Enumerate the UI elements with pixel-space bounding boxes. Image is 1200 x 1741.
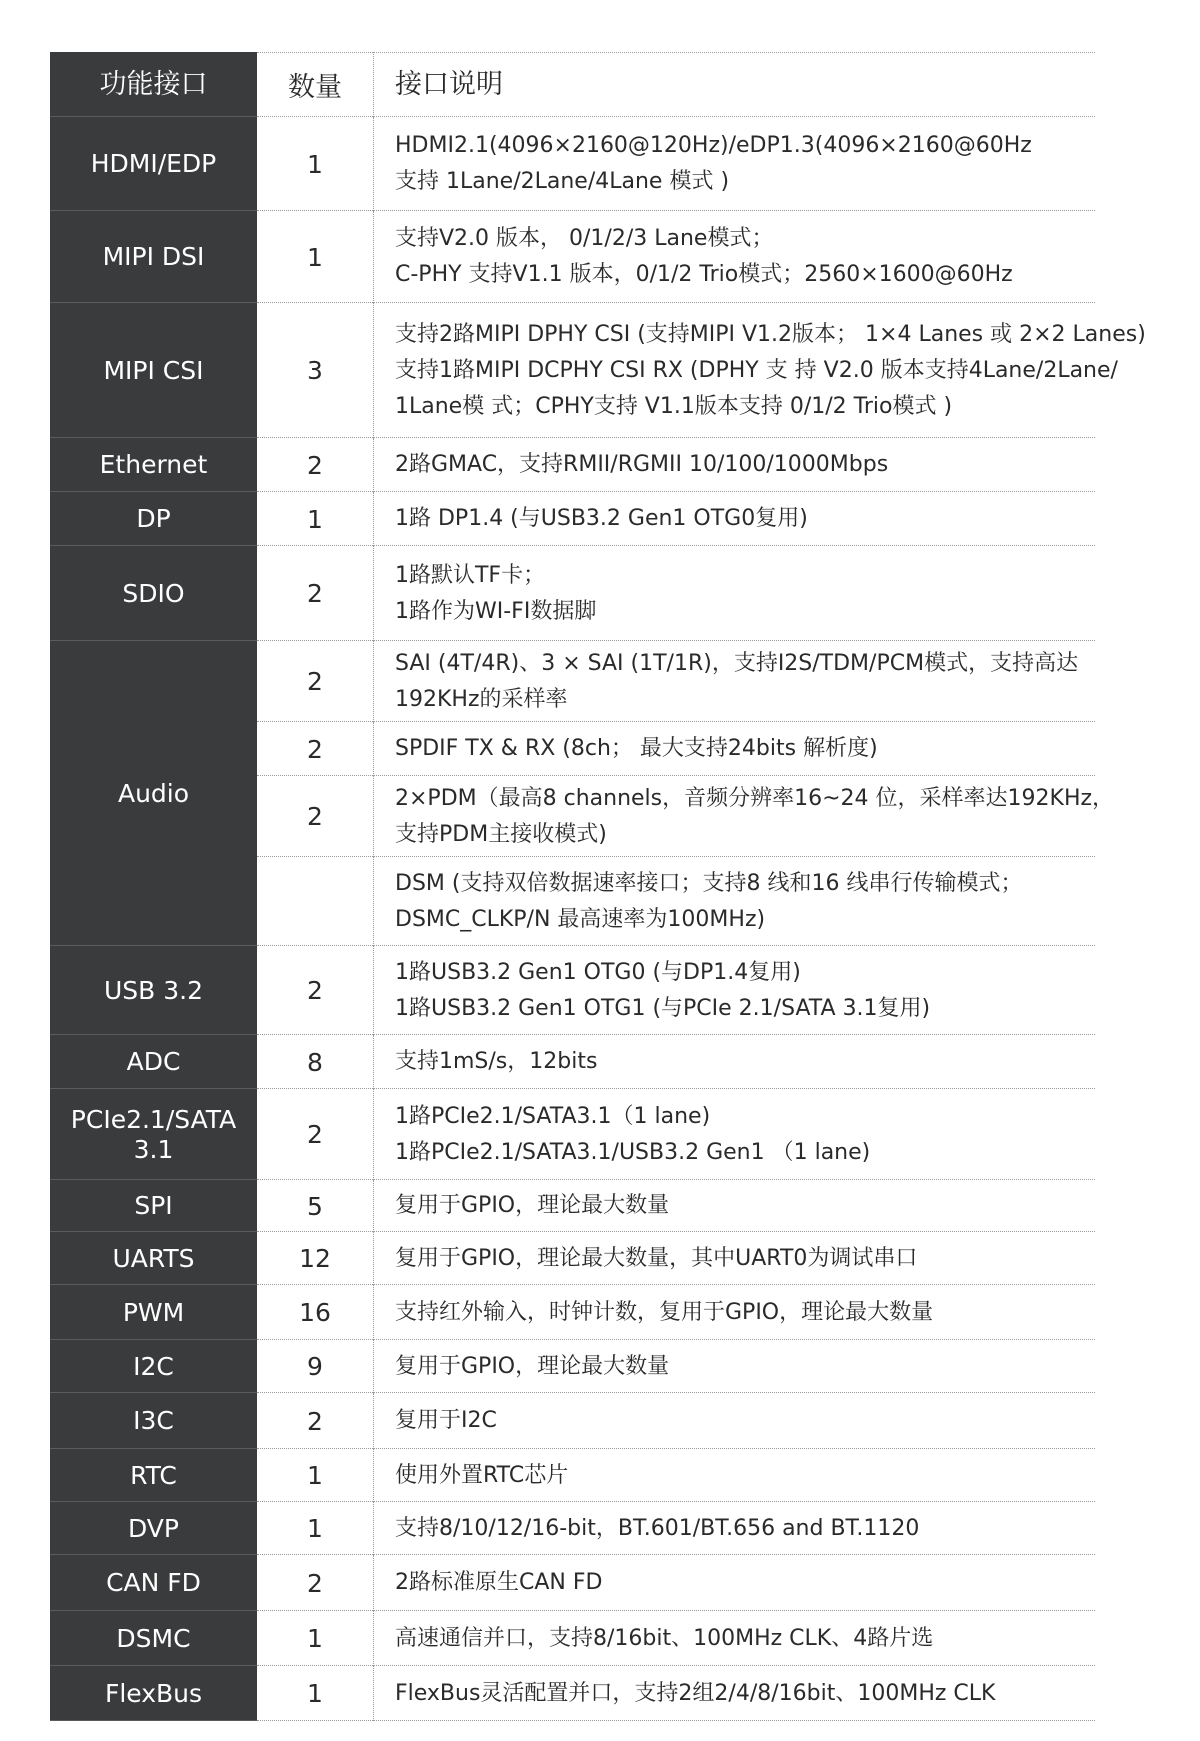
quantity-cell — [257, 857, 373, 946]
quantity-cell: 2 — [307, 976, 323, 1005]
description-cell — [395, 438, 1095, 492]
description-line: 复用于GPIO，理论最大数量 — [395, 1353, 670, 1379]
header-quantity: 数量 — [288, 72, 342, 103]
function-cell-sdio: SDIO — [50, 546, 257, 641]
table-row — [50, 492, 1095, 546]
description-line: FlexBus灵活配置并口，支持2组2/4/8/16bit、100MHz CLK — [395, 1680, 996, 1706]
description-line: 支持1路MIPI DCPHY CSI RX (DPHY 支 持 V2.0 版本支持4Lane/2Lane/ — [395, 357, 1118, 383]
description-cell — [395, 492, 1095, 546]
description-cell — [395, 303, 1146, 438]
description-line: 192KHz的采样率 — [395, 686, 568, 712]
table-header — [50, 52, 1095, 117]
description-cell — [395, 1035, 1095, 1089]
table-row — [50, 1449, 1095, 1502]
table-row — [50, 946, 1095, 1035]
function-cell-audio: Audio — [50, 641, 257, 946]
function-cell-can-fd: CAN FD — [50, 1555, 257, 1611]
description-cell — [395, 1666, 1095, 1721]
description-cell — [395, 1393, 1095, 1449]
table-row — [50, 1666, 1095, 1721]
function-cell-mipi-dsi: MIPI DSI — [50, 211, 257, 303]
quantity-cell: 9 — [307, 1352, 323, 1381]
table-row — [50, 1285, 1095, 1340]
description-line: 2路标准原生CAN FD — [395, 1570, 603, 1595]
quantity-cell: 1 — [307, 149, 323, 179]
table-row — [50, 117, 1095, 211]
description-cell — [395, 1232, 1095, 1285]
quantity-cell: 2 — [307, 802, 323, 831]
description-line: 1路作为WI-FI数据脚 — [395, 598, 597, 624]
description-cell — [395, 1340, 1095, 1393]
quantity-cell: 2 — [307, 1120, 323, 1149]
quantity-cell: 1 — [307, 1514, 323, 1543]
header-description: 接口说明 — [395, 68, 503, 100]
description-line: 1路USB3.2 Gen1 OTG1 (与PCIe 2.1/SATA 3.1复用) — [395, 995, 931, 1021]
description-line: 1路 DP1.4 (与USB3.2 Gen1 OTG0复用) — [395, 506, 808, 531]
quantity-cell: 1 — [307, 504, 323, 534]
description-cell — [395, 117, 1095, 211]
description-line: 支持1mS/s，12bits — [395, 1049, 598, 1074]
function-cell-uarts: UARTS — [50, 1232, 257, 1285]
description-cell — [395, 641, 1095, 722]
quantity-cell: 2 — [307, 667, 323, 696]
description-line: 2路GMAC，支持RMII/RGMII 10/100/1000Mbps — [395, 452, 889, 477]
description-cell — [395, 1449, 1095, 1502]
quantity-cell: 2 — [307, 1406, 323, 1436]
function-cell-dsmc: DSMC — [50, 1611, 257, 1666]
header-function: 功能接口 — [50, 52, 257, 117]
description-cell — [395, 1285, 1095, 1340]
function-cell-i2c: I2C — [50, 1340, 257, 1393]
description-line: DSM (支持双倍数据速率接口；支持8 线和16 线串行传输模式； — [395, 870, 1023, 896]
quantity-cell: 1 — [307, 242, 323, 272]
function-cell-pcie2-1-sata-3-1: PCIe2.1/SATA 3.1 — [50, 1089, 257, 1180]
function-cell-spi: SPI — [50, 1180, 257, 1232]
description-cell — [395, 722, 1095, 776]
table-row — [50, 1555, 1095, 1611]
description-cell — [395, 1180, 1095, 1232]
description-line: 使用外置RTC芯片 — [395, 1462, 569, 1488]
quantity-cell: 1 — [307, 1679, 323, 1708]
table-row — [50, 1180, 1095, 1232]
function-cell-ethernet: Ethernet — [50, 438, 257, 492]
function-cell-dp: DP — [50, 492, 257, 546]
table-row — [50, 211, 1095, 303]
description-line: 1Lane模 式；CPHY支持 V1.1版本支持 0/1/2 Trio模式 ) — [395, 393, 953, 419]
quantity-cell: 12 — [299, 1244, 331, 1273]
description-cell — [395, 946, 1095, 1035]
quantity-cell: 2 — [307, 450, 323, 480]
table-row — [50, 1611, 1095, 1666]
description-line: 2×PDM（最高8 channels，音频分辨率16~24 位，采样率达192KHz， — [395, 785, 1115, 811]
description-cell — [395, 857, 1095, 946]
description-line: 支持V2.0 版本， 0/1/2/3 Lane模式； — [395, 226, 774, 251]
quantity-cell: 2 — [307, 734, 323, 764]
description-line: HDMI2.1(4096×2160@120Hz)/eDP1.3(4096×2160@60Hz — [395, 133, 1032, 158]
function-cell-dvp: DVP — [50, 1502, 257, 1555]
description-line: 支持8/10/12/16-bit，BT.601/BT.656 and BT.1120 — [395, 1515, 920, 1541]
description-line: 1路USB3.2 Gen1 OTG0 (与DP1.4复用) — [395, 959, 801, 985]
description-line: 复用于GPIO，理论最大数量，其中UART0为调试串口 — [395, 1245, 918, 1271]
function-cell-flexbus: FlexBus — [50, 1666, 257, 1721]
description-line: 支持PDM主接收模式) — [395, 821, 607, 847]
function-cell-rtc: RTC — [50, 1449, 257, 1502]
description-line: 复用于I2C — [395, 1408, 497, 1433]
function-cell-mipi-csi: MIPI CSI — [50, 303, 257, 438]
quantity-cell: 16 — [299, 1298, 331, 1327]
description-cell — [395, 776, 1115, 857]
table-row — [50, 1502, 1095, 1555]
table-row — [50, 1393, 1095, 1449]
quantity-cell: 3 — [307, 356, 323, 385]
table-row — [50, 1035, 1095, 1089]
description-line: C-PHY 支持V1.1 版本，0/1/2 Trio模式；2560×1600@60Hz — [395, 262, 1013, 287]
function-cell-pwm: PWM — [50, 1285, 257, 1340]
description-line: 支持2路MIPI DPHY CSI (支持MIPI V1.2版本； 1×4 Lanes 或 2×2 Lanes) — [395, 321, 1146, 347]
quantity-cell: 1 — [307, 1624, 323, 1653]
quantity-cell: 2 — [307, 1568, 323, 1598]
function-cell-usb-3-2: USB 3.2 — [50, 946, 257, 1035]
description-line: DSMC_CLKP/N 最高速率为100MHz) — [395, 906, 766, 932]
description-line: 1路PCIe2.1/SATA3.1/USB3.2 Gen1 （1 lane) — [395, 1139, 871, 1165]
table-row — [50, 1232, 1095, 1285]
description-line: SPDIF TX & RX (8ch； 最大支持24bits 解析度) — [395, 736, 878, 761]
quantity-cell: 8 — [307, 1047, 323, 1077]
quantity-cell: 2 — [307, 579, 323, 608]
description-cell — [395, 1611, 1095, 1666]
description-line: 1路PCIe2.1/SATA3.1（1 lane) — [395, 1103, 711, 1129]
function-cell-i3c: I3C — [50, 1393, 257, 1449]
description-line: SAI (4T/4R)、3 × SAI (1T/1R)，支持I2S/TDM/PCM模式，支持高达 — [395, 650, 1079, 676]
table-row — [50, 1089, 1095, 1180]
description-cell — [395, 211, 1095, 303]
description-line: 高速通信并口，支持8/16bit、100MHz CLK、4路片选 — [395, 1625, 934, 1651]
description-line: 复用于GPIO，理论最大数量 — [395, 1193, 670, 1218]
description-cell — [395, 546, 1095, 641]
description-line: 支持红外输入，时钟计数，复用于GPIO，理论最大数量 — [395, 1299, 934, 1325]
description-cell — [395, 1555, 1095, 1611]
table-row — [50, 303, 1146, 438]
function-cell-hdmi-edp: HDMI/EDP — [50, 117, 257, 211]
quantity-cell: 1 — [307, 1461, 323, 1490]
table-row — [50, 438, 1095, 492]
function-cell-adc: ADC — [50, 1035, 257, 1089]
description-line: 1路默认TF卡； — [395, 562, 546, 588]
description-cell — [395, 1089, 1095, 1180]
quantity-cell: 5 — [307, 1191, 323, 1221]
table-row — [50, 546, 1095, 641]
description-line: 支持 1Lane/2Lane/4Lane 模式 ) — [395, 169, 730, 194]
description-cell — [395, 1502, 1095, 1555]
table-row — [50, 1340, 1095, 1393]
